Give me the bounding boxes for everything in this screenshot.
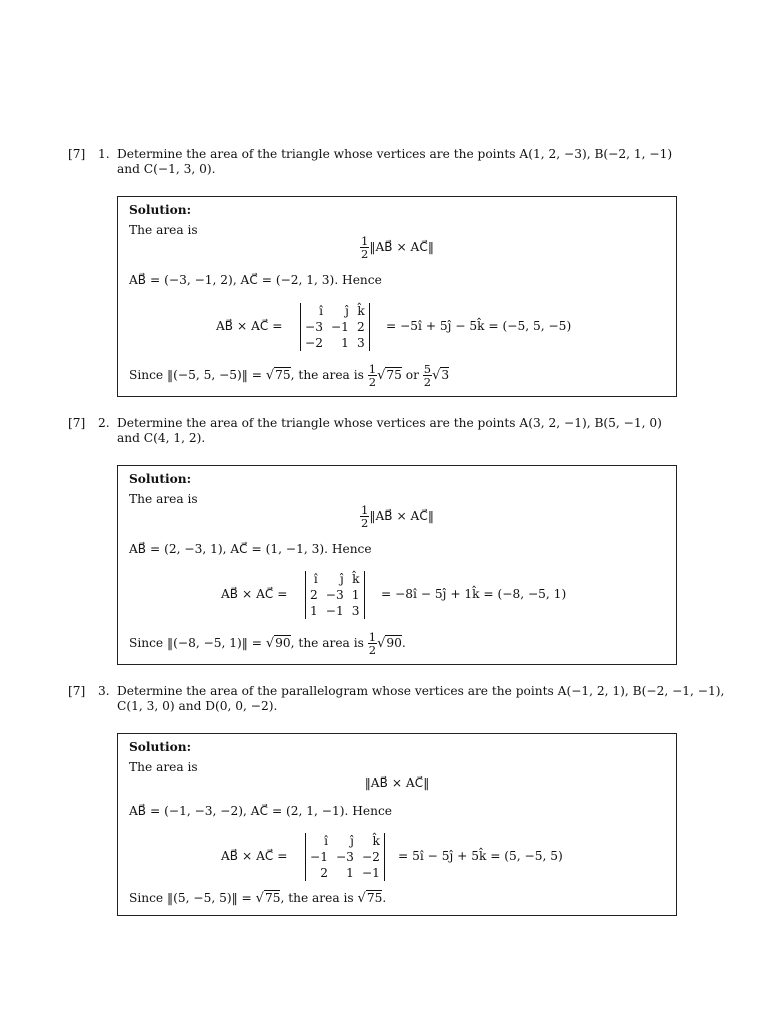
radicand: 75 <box>386 368 402 382</box>
conclusion-mid: , the area is <box>280 891 358 905</box>
question-text <box>117 684 725 714</box>
solution-box-1 <box>117 196 677 397</box>
det-cell: −1 <box>325 604 344 618</box>
question-line-1: Determine the area of the triangle whose vertices are the points A(3, 2, −1), B(5, −1, 0) <box>117 416 662 430</box>
norm-expression: ‖AB⃗ × AC⃗‖ <box>369 509 434 523</box>
radicand: 3 <box>441 368 450 382</box>
norm-expression: ‖AB⃗ × AC⃗‖ <box>369 240 434 254</box>
fraction-half <box>368 631 377 656</box>
fraction-numerator: 1 <box>361 503 369 517</box>
question-line-2: and C(−1, 3, 0). <box>117 162 216 176</box>
det-cell: î <box>324 834 328 848</box>
question-number: 2. <box>98 416 110 430</box>
cross-product-result: = −8î − 5ĵ + 1k̂ = (−8, −5, 1) <box>381 587 567 601</box>
radicand: 75 <box>264 891 281 905</box>
det-cell: 2 <box>320 866 328 880</box>
conclusion-line <box>129 363 449 388</box>
det-cell: −1 <box>330 320 349 334</box>
det-cell: −2 <box>361 850 380 864</box>
determinant-matrix <box>305 833 385 881</box>
radicand: 75 <box>366 891 383 905</box>
determinant-matrix <box>305 571 365 619</box>
vector-line: AB⃗ = (−1, −3, −2), AC⃗ = (2, 1, −1). Hence <box>129 804 393 818</box>
fraction-denominator: 2 <box>368 643 377 657</box>
radicand: 90 <box>386 636 402 650</box>
conclusion-end: . <box>401 636 406 650</box>
question-line-1: Determine the area of the triangle whose vertices are the points A(1, 2, −3), B(−2, 1, −1) <box>117 147 673 161</box>
fraction-denominator: 2 <box>368 375 377 389</box>
question-text <box>117 416 687 446</box>
conclusion-line <box>129 631 406 656</box>
solution-heading: Solution: <box>129 203 192 217</box>
det-cell: 3 <box>351 604 360 618</box>
norm-expression: ‖AB⃗ × AC⃗‖ <box>364 776 430 790</box>
vector-line: AB⃗ = (−3, −1, 2), AC⃗ = (−2, 1, 3). Hence <box>129 273 382 287</box>
det-cell: 1 <box>310 604 318 618</box>
fraction-five-halves <box>423 363 432 388</box>
fraction-half <box>360 504 369 529</box>
area-formula <box>118 504 676 529</box>
det-cell: î <box>313 572 318 586</box>
question-text <box>117 147 687 177</box>
conclusion-prefix: Since ‖(−5, 5, −5)‖ = <box>129 368 266 382</box>
det-cell: −3 <box>305 320 323 334</box>
det-cell: −3 <box>325 588 344 602</box>
fraction-denominator: 2 <box>361 516 369 530</box>
cross-product-lhs: AB⃗ × AC⃗ = <box>216 319 283 333</box>
question-line-1: Determine the area of the parallelogram whose vertices are the points A(−1, 2, 1), B(−2, −1, −1), <box>117 684 725 698</box>
conclusion-or: or <box>401 368 423 382</box>
det-cell: 3 <box>356 336 365 350</box>
question-line-2: C(1, 3, 0) and D(0, 0, −2). <box>117 699 278 713</box>
marks-label: [7] <box>68 147 86 161</box>
det-cell: −3 <box>335 850 354 864</box>
cross-product-lhs: AB⃗ × AC⃗ = <box>221 587 288 601</box>
radicand: 90 <box>275 636 291 650</box>
fraction-denominator: 2 <box>361 247 369 261</box>
marks-label: [7] <box>68 416 86 430</box>
vector-line: AB⃗ = (2, −3, 1), AC⃗ = (1, −1, 3). Hence <box>129 542 372 556</box>
det-cell: ĵ <box>339 572 344 586</box>
cross-product-result: = 5î − 5ĵ + 5k̂ = (5, −5, 5) <box>398 849 563 863</box>
det-cell: k̂ <box>352 572 360 586</box>
sqrt-symbol: √ <box>255 891 264 906</box>
solution-box-2 <box>117 465 677 665</box>
fraction-numerator: 1 <box>368 630 377 644</box>
question-line-2: and C(4, 1, 2). <box>117 431 206 445</box>
question-number: 1. <box>98 147 110 161</box>
det-cell: k̂ <box>357 304 365 318</box>
conclusion-prefix: Since ‖(5, −5, 5)‖ = <box>129 891 256 905</box>
conclusion-line <box>129 891 386 906</box>
solution-intro: The area is <box>129 492 198 506</box>
conclusion-mid: , the area is <box>290 636 368 650</box>
det-cell: 1 <box>351 588 360 602</box>
det-cell: ĵ <box>345 304 349 318</box>
sqrt-symbol: √ <box>432 368 441 383</box>
det-cell: 2 <box>310 588 318 602</box>
determinant-matrix <box>300 303 370 351</box>
fraction-numerator: 5 <box>423 362 432 376</box>
sqrt-symbol: √ <box>377 368 386 383</box>
area-formula <box>118 235 676 260</box>
fraction-half <box>368 363 377 388</box>
solution-heading: Solution: <box>129 740 192 754</box>
solution-intro: The area is <box>129 223 198 237</box>
sqrt-symbol: √ <box>265 368 275 383</box>
fraction-denominator: 2 <box>423 375 432 389</box>
solution-intro: The area is <box>129 760 198 774</box>
sqrt-symbol: √ <box>357 891 366 906</box>
det-cell: 1 <box>346 866 354 880</box>
fraction-half <box>360 235 369 260</box>
det-cell: 2 <box>356 320 365 334</box>
det-cell: 1 <box>341 336 349 350</box>
solution-box-3 <box>117 733 677 916</box>
fraction-numerator: 1 <box>361 234 369 248</box>
det-cell: −2 <box>305 336 323 350</box>
solution-heading: Solution: <box>129 472 192 486</box>
conclusion-end: . <box>382 891 387 905</box>
radicand: 75 <box>275 368 291 382</box>
area-formula <box>118 776 676 791</box>
conclusion-mid: , the area is <box>290 368 368 382</box>
det-cell: ĵ <box>350 834 354 848</box>
cross-product-result: = −5î + 5ĵ − 5k̂ = (−5, 5, −5) <box>386 319 572 333</box>
sqrt-symbol: √ <box>265 636 275 651</box>
fraction-numerator: 1 <box>368 362 377 376</box>
conclusion-prefix: Since ‖(−8, −5, 1)‖ = <box>129 636 266 650</box>
det-cell: k̂ <box>372 834 380 848</box>
question-number: 3. <box>98 684 110 698</box>
sqrt-symbol: √ <box>377 636 386 651</box>
marks-label: [7] <box>68 684 86 698</box>
det-cell: −1 <box>361 866 380 880</box>
det-cell: −1 <box>310 850 328 864</box>
cross-product-lhs: AB⃗ × AC⃗ = <box>221 849 288 863</box>
det-cell: î <box>319 304 323 318</box>
